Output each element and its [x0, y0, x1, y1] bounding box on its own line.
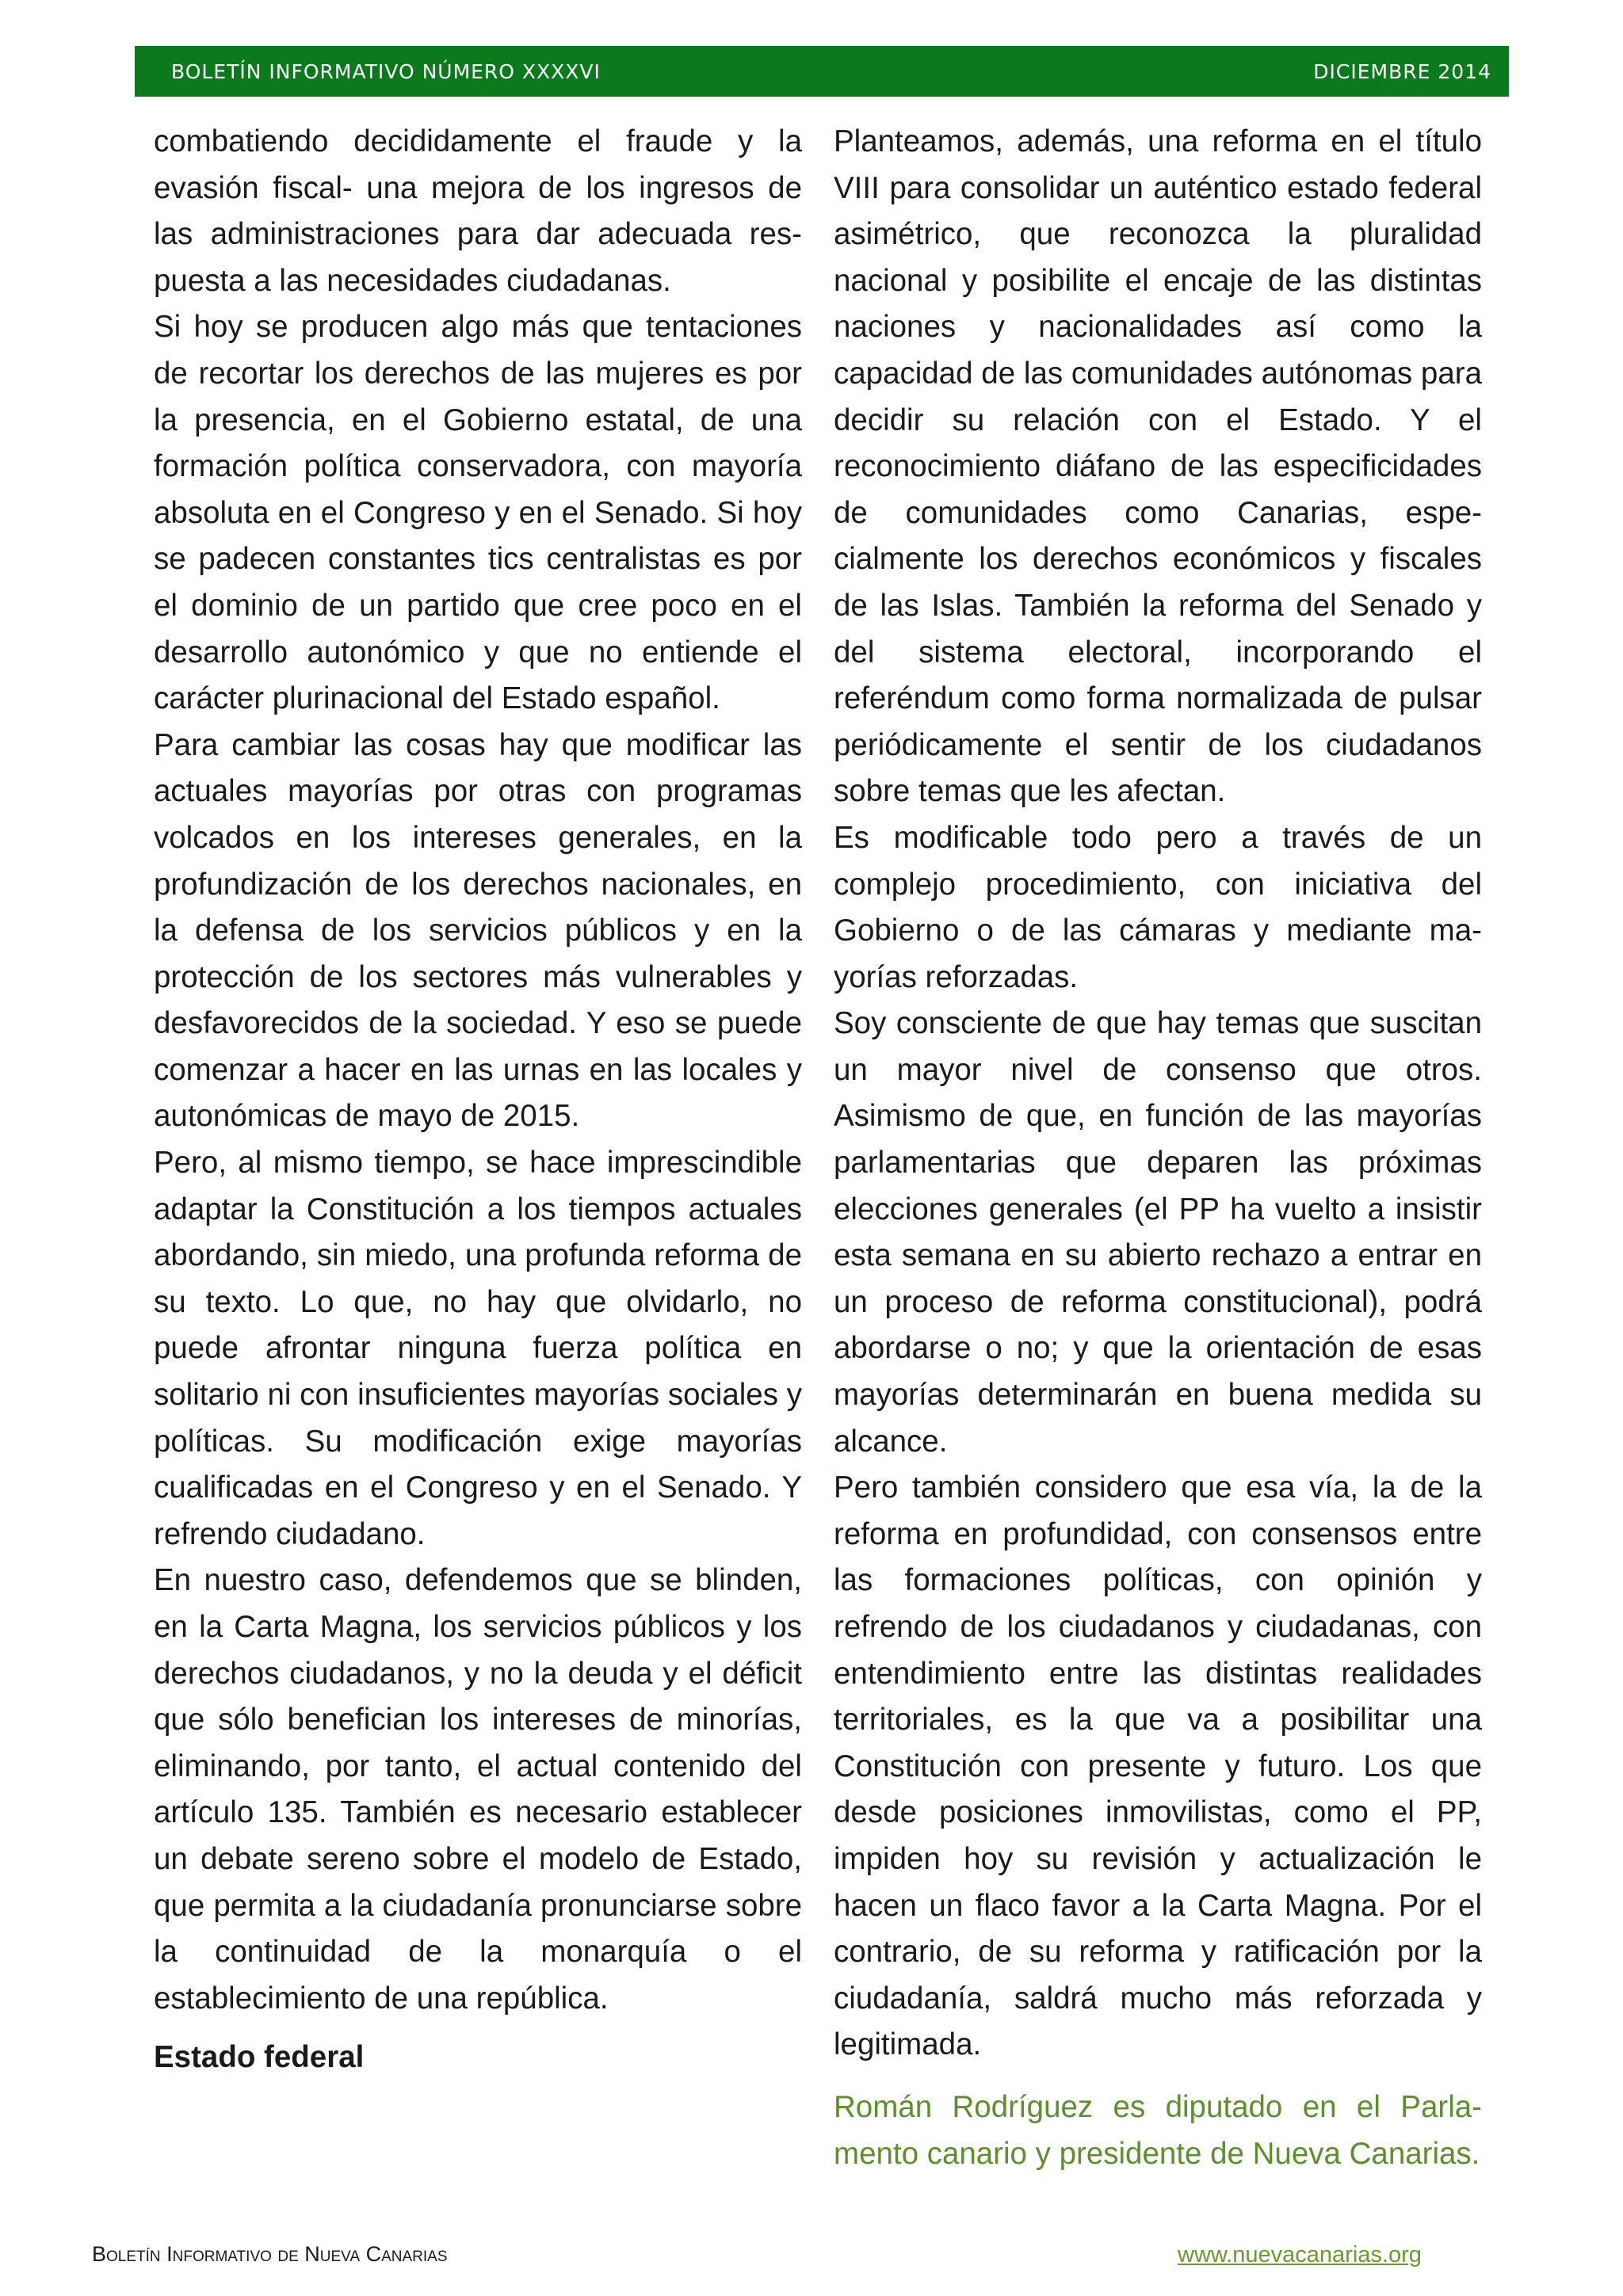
- left-column: [154, 119, 802, 2081]
- paragraph: En nuestro caso, defendemos que se blinden, en la Carta Magna, los servicios públicos y los derechos ciudadanos, y no la deuda y el déficit que sólo benefician los intereses de minorías, eliminando, por tanto, el actual contenido del artículo 135. También es necesario establecer un debate sereno sobre el modelo de Estado, que permita a la ciudadanía pronunciarse sobre la continuidad de la monarquía o el establecimiento de una república.: [154, 1563, 802, 2016]
- author-byline: Román Rodríguez es diputado en el Parlamento canario y presidente de Nueva Canarias.: [834, 2089, 1482, 2171]
- section-subheading: Estado federal: [154, 2040, 365, 2075]
- right-column: [834, 119, 1482, 2177]
- paragraph: Pero también considero que esa vía, la de la reforma en profundidad, con consensos entre las formaciones políticas, con opinión y refrendo de los ciudadanos y ciudadanas, con entendimiento entre las distintas realidades territoriales, es la que va a posibilitar una Constitución con presente y futuro. Los que desde posiciones inmovilistas, como el PP, impiden hoy su revisión y actualización le hacen un flaco favor a la Carta Magna. Por el contrario, de su reforma y ratificación por la ciudadanía, saldrá mucho más reforzada y legitimada.: [834, 1470, 1482, 2062]
- footer-website-link[interactable]: www.nuevacanarias.org: [1178, 2242, 1422, 2267]
- paragraph: Pero, al mismo tiempo, se hace imprescindible adaptar la Constitución a los tiempos actuales abordando, sin miedo, una profunda reforma de su texto. Lo que, no hay que olvidarlo, no puede afrontar ninguna fuerza política en solitario ni con insuficientes mayorías sociales y políticas. Su modificación exige mayorías cualificadas en el Congreso y en el Senado. Y refrendo ciudadano.: [154, 1146, 802, 1551]
- paragraph: Para cambiar las cosas hay que modificar las actuales mayorías por otras con programas volcados en los intereses generales, en la profundización de los derechos nacionales, en la defensa de los servicios públicos y en la protección de los sectores más vulnerables y desfavorecidos de la sociedad. Y eso se puede comenzar a hacer en las urnas en las locales y autonómicas de mayo de 2015.: [154, 727, 802, 1134]
- paragraph: combatiendo decididamente el fraude y la evasión fiscal- una mejora de los ingresos de las administraciones para dar adecuada respuesta a las necesidades ciudadanas.: [154, 124, 802, 298]
- bulletin-title: BOLETÍN INFORMATIVO NÚMERO XXXXVI: [171, 59, 601, 83]
- paragraph: Si hoy se producen algo más que tentaciones de recortar los derechos de las mujeres es por la presencia, en el Gobierno estatal, de una formación política conservadora, con mayoría absoluta en el Congreso y en el Senado. Si hoy se padecen constantes tics centralistas es por el dominio de un partido que cree poco en el desarrollo autonómico y que no entiende el carácter plurinacional del Estado español.: [154, 310, 802, 716]
- page-header: [135, 46, 1509, 97]
- paragraph: Planteamos, además, una reforma en el título VIII para consolidar un auténtico estado federal asimétrico, que reconozca la pluralidad nacional y posibilite el encaje de las distintas naciones y nacionalidades así como la capacidad de las comunidades autónomas para decidir su relación con el Estado. Y el reconocimiento diáfano de las especificidades de comunidades como Canarias, especialmente los derechos económicos y fiscales de las Islas. También la reforma del Senado y del sistema electoral, incorporando el referéndum como forma normalizada de pulsar periódicamente el sentir de los ciudadanos sobre temas que les afectan.: [834, 124, 1482, 809]
- issue-date: DICIEMBRE 2014: [1313, 59, 1491, 83]
- paragraph: Soy consciente de que hay temas que suscitan un mayor nivel de consenso que otros. Asimismo de que, en función de las mayorías parlamentarias que deparen las próximas elecciones generales (el PP ha vuelto a insistir esta semana en su abierto rechazo a entrar en un proceso de reforma constitucional), podrá abordarse o no; y que la orientación de esas mayorías determinarán en buena medida su alcance.: [834, 1006, 1482, 1459]
- footer-publication-name: Boletín Informativo de Nueva Canarias: [92, 2242, 448, 2266]
- paragraph: Es modificable todo pero a través de un complejo procedimiento, con iniciativa del Gobierno o de las cámaras y mediante mayorías reforzadas.: [834, 820, 1482, 994]
